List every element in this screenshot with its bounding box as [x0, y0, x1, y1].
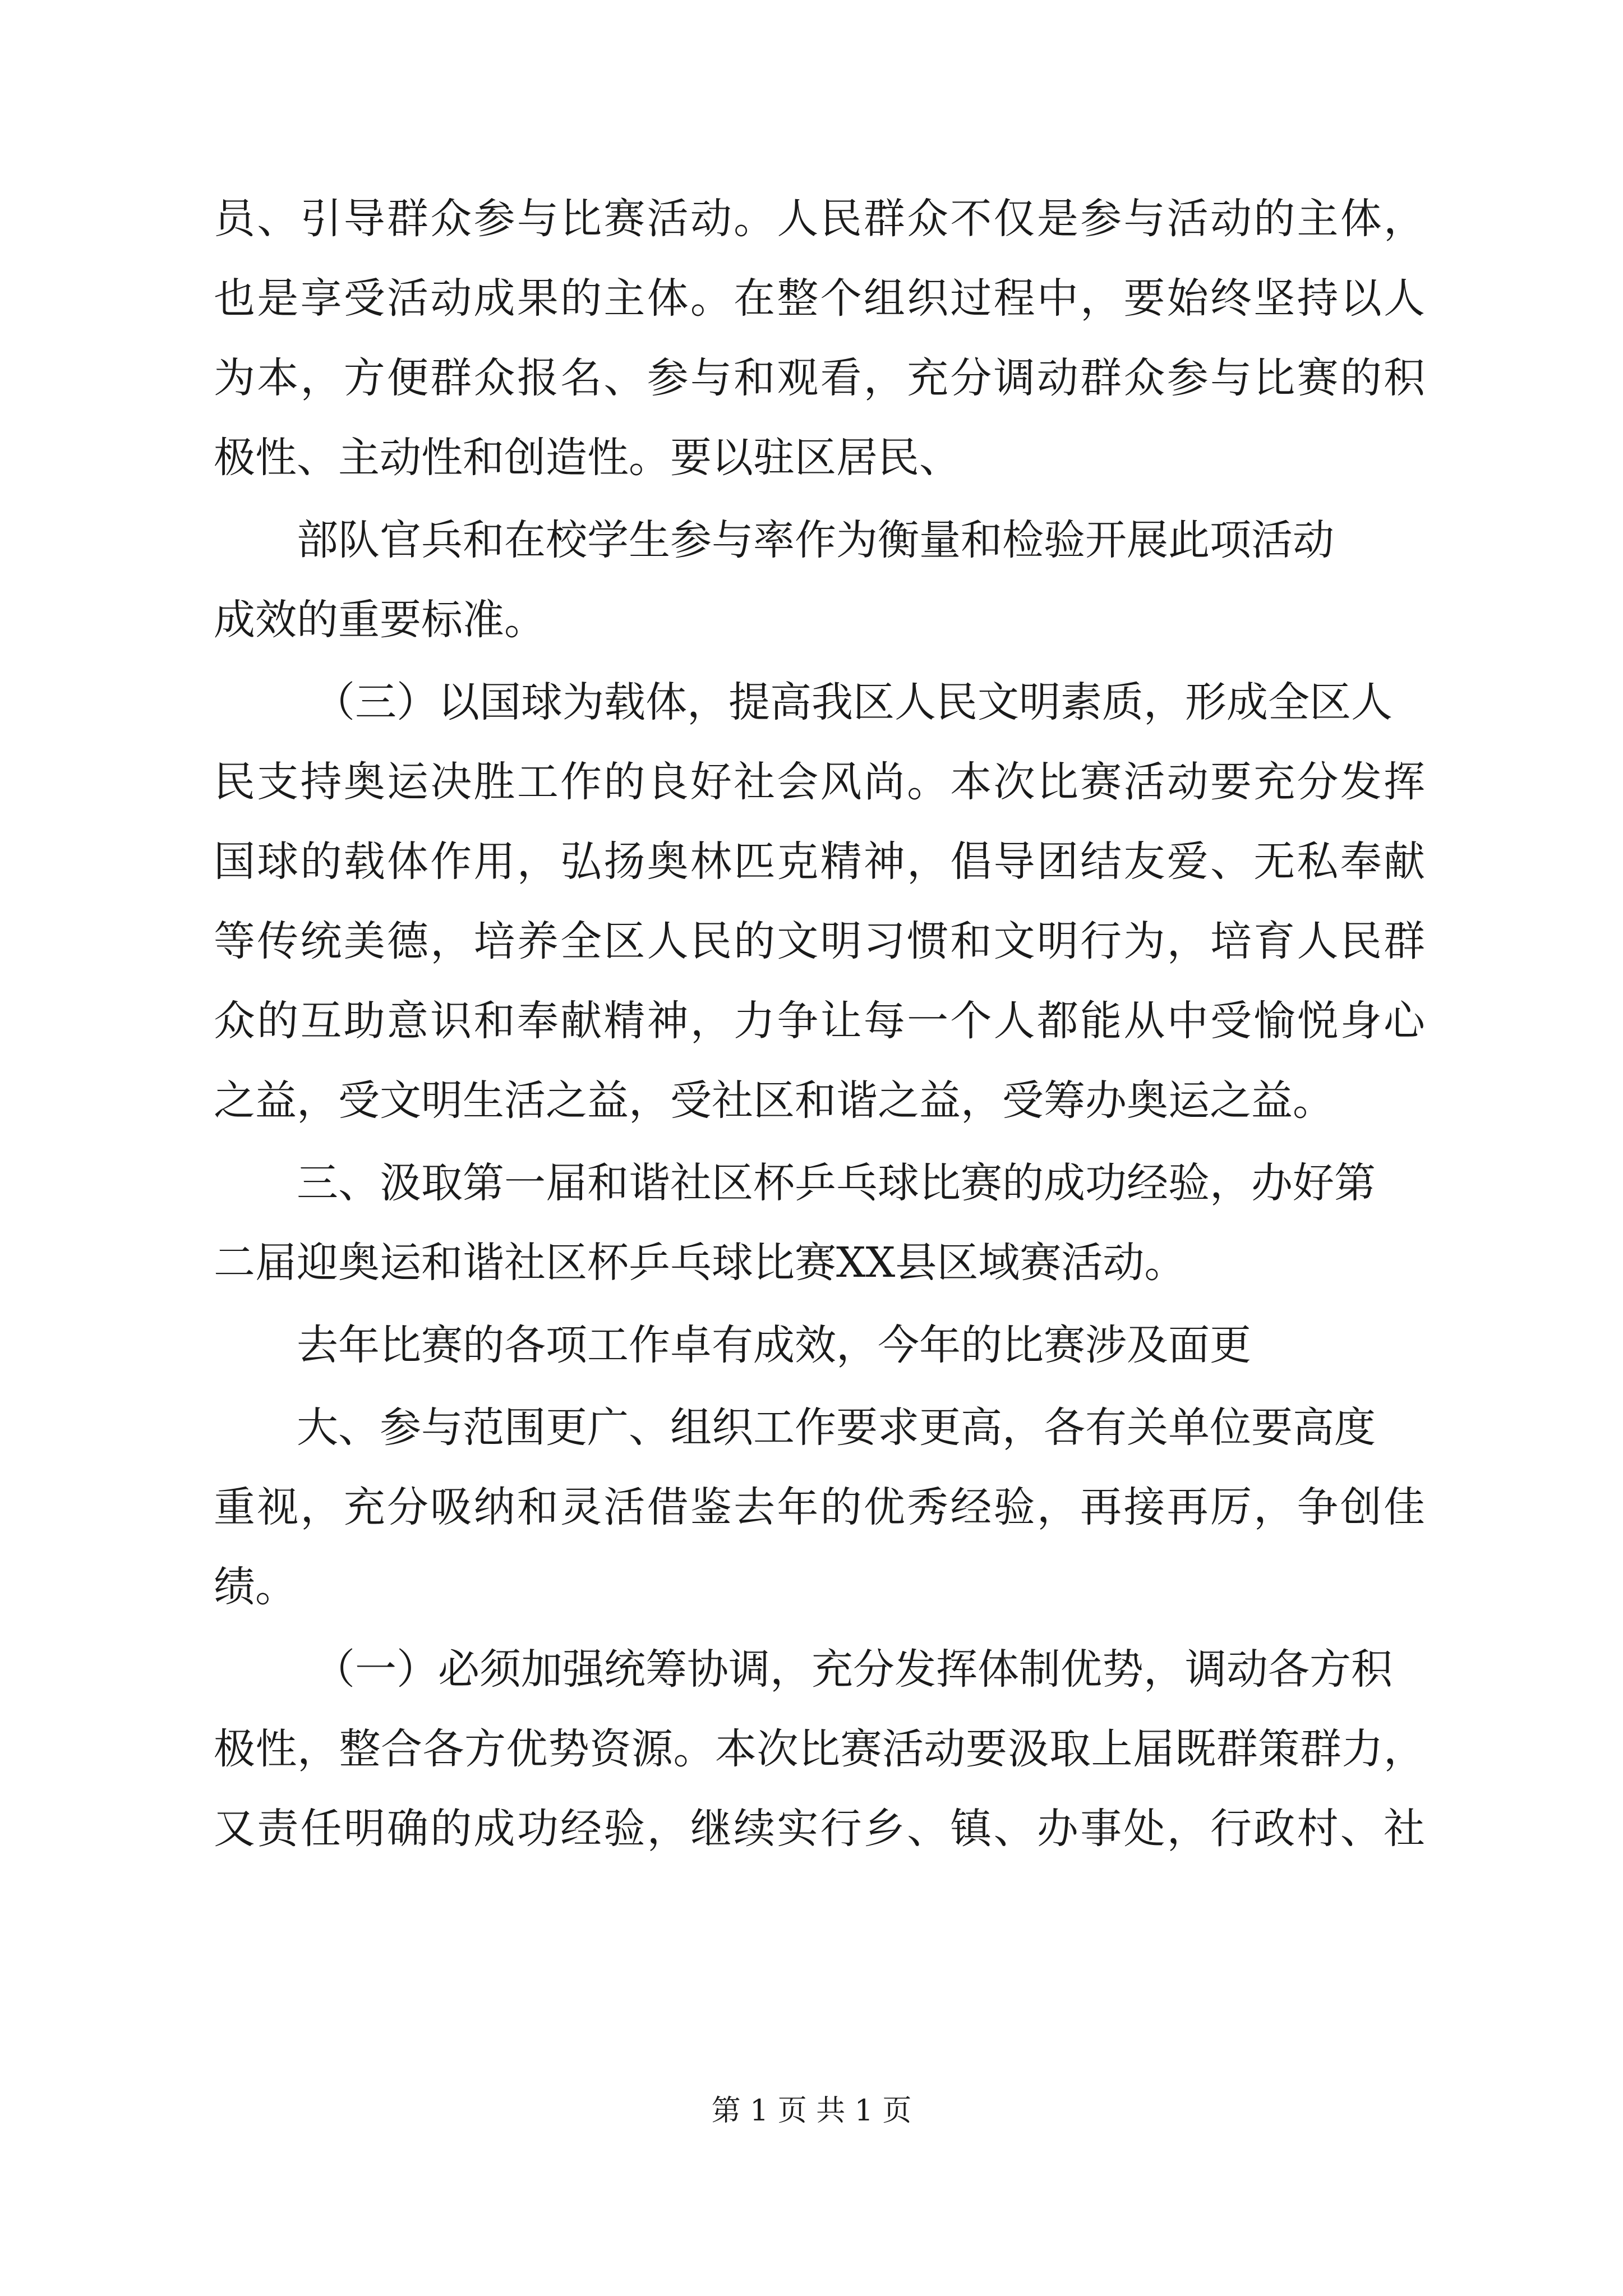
text-line: 员、引导群众参与比赛活动。人民群众不仅是参与活动的主体， — [214, 195, 1425, 243]
text-line: 等传统美德，培养全区人民的文明习惯和文明行为，培育人民群 — [214, 917, 1425, 965]
page-footer: 第 1 页 共 1 页 — [711, 2094, 912, 2128]
text-line: 为本，方便群众报名、参与和观看，充分调动群众参与比赛的积 — [214, 354, 1425, 402]
paragraph-first-line: （一）必须加强统筹协调，充分发挥体制优势，调动各方积 — [313, 1645, 1393, 1694]
text-line: 众的互助意识和奉献精神，力争让每一个人都能从中受愉悦身心 — [214, 997, 1425, 1045]
text-line: 国球的载体作用，弘扬奥林匹克精神，倡导团结友爱、无私奉献 — [214, 838, 1425, 886]
text-line: 极性，整合各方优势资源。本次比赛活动要汲取上届既群策群力， — [214, 1725, 1425, 1773]
text-line: 重视，充分吸纳和灵活借鉴去年的优秀经验，再接再厉，争创佳 — [214, 1483, 1425, 1531]
paragraph-first-line: 部队官兵和在校学生参与率作为衡量和检验开展此项活动 — [297, 516, 1334, 564]
paragraph-first-line: 去年比赛的各项工作卓有成效，今年的比赛涉及面更 — [297, 1321, 1251, 1369]
paragraph-first-line: 大、参与范围更广、组织工作要求更高，各有关单位要高度 — [297, 1404, 1376, 1452]
text-line: 民支持奥运决胜工作的良好社会风尚。本次比赛活动要充分发挥 — [214, 758, 1425, 806]
text-line: 又责任明确的成功经验，继续实行乡、镇、办事处，行政村、社 — [214, 1805, 1425, 1853]
text-line: 也是享受活动成果的主体。在整个组织过程中，要始终坚持以人 — [214, 274, 1425, 323]
text-line: 极性、主动性和创造性。要以驻区居民、 — [214, 434, 961, 482]
text-line: 成效的重要标准。 — [214, 596, 546, 644]
text-line: 二届迎奥运和谐社区杯乒乓球比赛XX县区域赛活动。 — [214, 1239, 1186, 1287]
text-line: 绩。 — [214, 1563, 297, 1611]
paragraph-first-line: 三、汲取第一届和谐社区杯乒乓球比赛的成功经验，办好第 — [297, 1159, 1376, 1207]
text-line: 之益，受文明生活之益，受社区和谐之益，受筹办奥运之益。 — [214, 1076, 1334, 1125]
paragraph-first-line: （三）以国球为载体，提高我区人民文明素质，形成全区人 — [313, 678, 1393, 726]
